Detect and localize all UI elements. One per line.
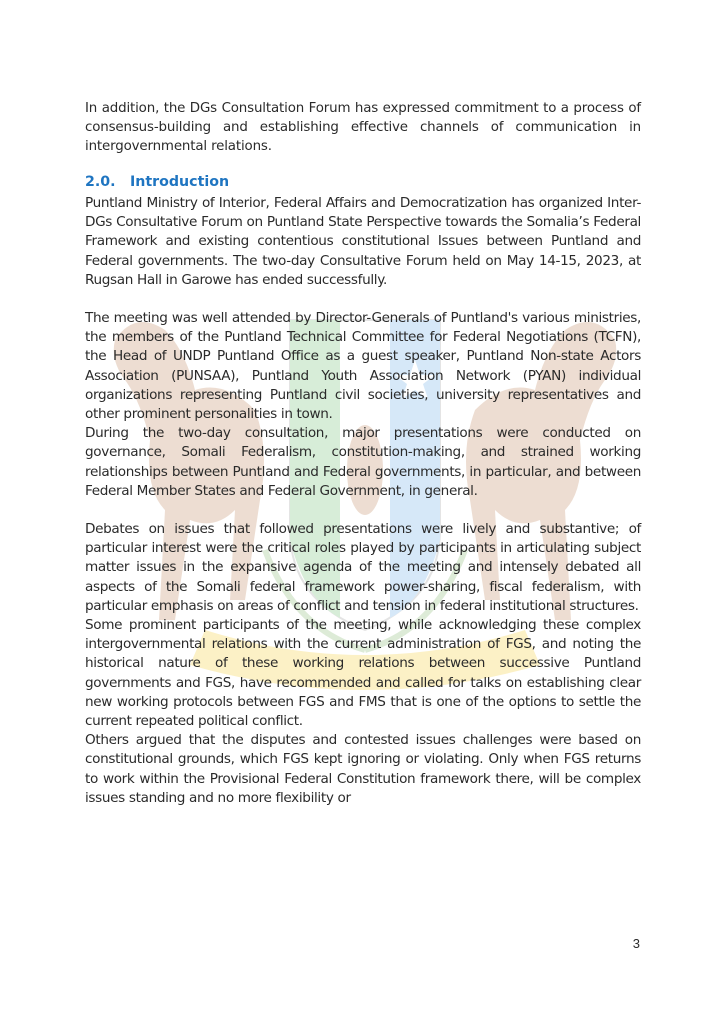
paragraph-debates: Debates on issues that followed presentations were lively and substantive; of particular interest were the critical roles played by participants in articulating subject matter issues in the expansive agenda of the meeting and intensely debated all aspects of the Somali federal framework power-sharing, fiscal federalism, with particular emphasis on areas of conflict and tension in federal institutional structures. (85, 521, 641, 614)
paragraph-recommendations: Some prominent participants of the meeting, while acknowledging these complex intergovernmental relations with the current administration of FGS, and noting the historical nature of these working relations between successive Puntland governments and FGS, have recommended and called for talks on establishing clear new working protocols between FGS and FMS that is one of the options to settle the current repeated political conflict. (85, 617, 641, 730)
page-number: 3 (632, 936, 640, 951)
paragraph-arguments: Others argued that the disputes and contested issues challenges were based on constitutional grounds, which FGS kept ignoring or violating. Only when FGS returns to work within the Provisional Federal Constitution framework there, will be complex issues standing and no more flexibility or (85, 732, 641, 806)
section-number: 2.0. (85, 174, 116, 190)
paragraph-attendance: The meeting was well attended by Director-Generals of Puntland's various ministries, the members of the Puntland Technical Committee for Federal Negotiations (TCFN), the Head of UNDP Puntland Office as a guest speaker, Puntland Non-state Actors Association (PUNSAA), Puntland Youth Association Network (PYAN) individual organizations representing Puntland civil societies, university representatives and other prominent personalities in town. (85, 310, 641, 423)
paragraph-overview: Puntland Ministry of Interior, Federal Affairs and Democratization has organized Inter-DGs Consultative Forum on Puntland State Perspective towards the Somalia’s Federal Framework and existing contentious constitutional Issues between Puntland and Federal governments. The two-day Consultative Forum held on May 14-15, 2023, at Rugsan Hall in Garowe has ended successfully. (85, 195, 641, 288)
intro-paragraph: In addition, the DGs Consultation Forum has expressed commitment to a process of consensus-building and establishing effective channels of communication in intergovernmental relations. (85, 101, 641, 154)
section-heading (85, 172, 641, 192)
paragraph-presentations: During the two-day consultation, major presentations were conducted on governance, Somali Federalism, constitution-making, and strained working relationships between Puntland and Federal governments, in particular, and between Federal Member States and Federal Government, in general. (85, 425, 641, 499)
section-title: Introduction (130, 174, 230, 190)
page-content (85, 99, 641, 808)
